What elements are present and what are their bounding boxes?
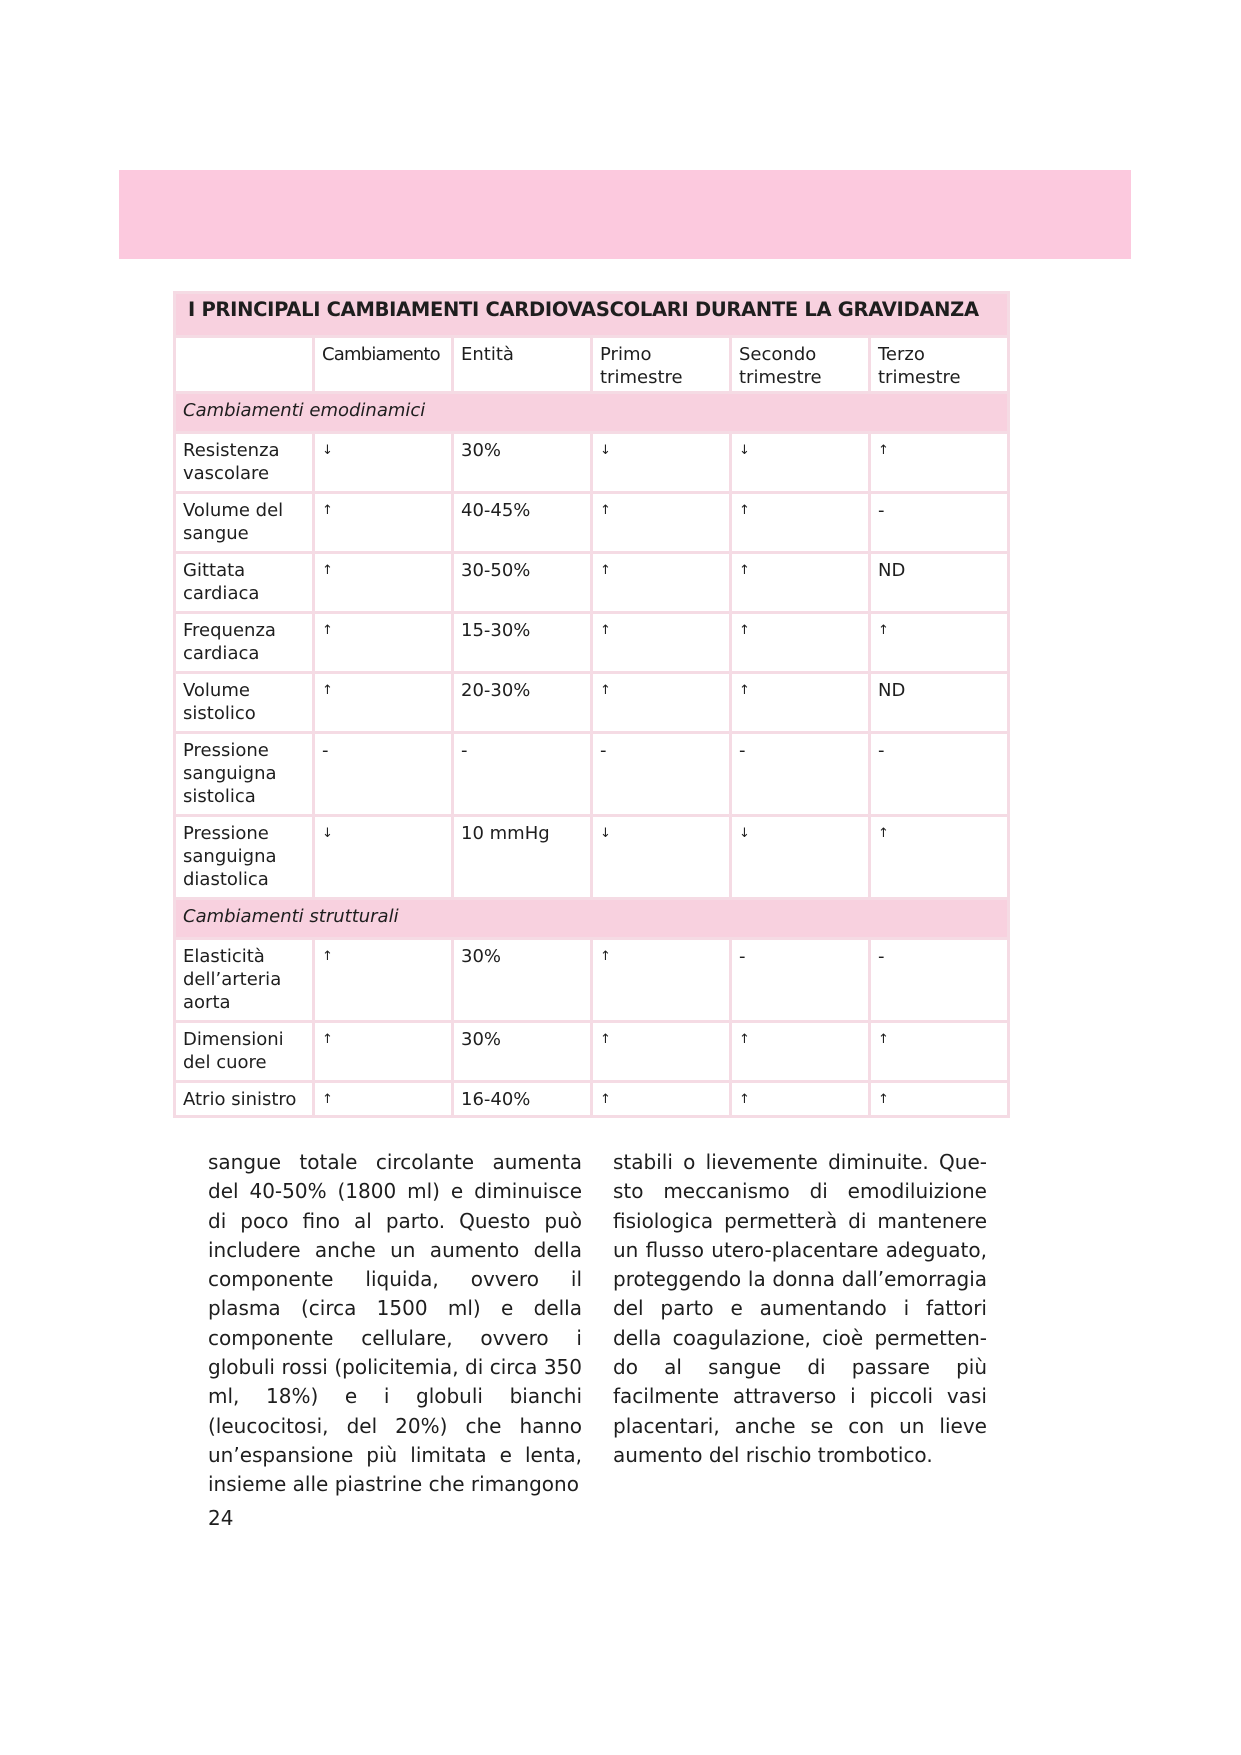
row-label: Pressione sanguigna sistolica	[175, 733, 314, 816]
cardiovascular-changes-table	[173, 291, 1010, 1118]
cell-entita: 10 mmHg	[453, 816, 592, 899]
cell-primo: ↓	[592, 816, 731, 899]
cell-cambiamento: ↑	[314, 1022, 453, 1082]
body-text-column-right: stabili o lievemente diminuite. Questo meccanismo di emodiluizione fisiologica permetterà di mantenere un flusso utero-placentare adeguato, proteggendo la donna dall’emorragia del parto e aumentando i fattori della coagulazione, cioè permettendo al sangue di passare più facilmente attraverso i piccoli vasi placentari, anche se con un lieve aumento del rischio trombotico.	[613, 1150, 987, 1467]
table-row	[175, 613, 1009, 673]
row-label: Volume del sangue	[175, 493, 314, 553]
cell-cambiamento: ↑	[314, 1082, 453, 1117]
cell-cambiamento: ↓	[314, 433, 453, 493]
cell-secondo: -	[731, 733, 870, 816]
row-label: Atrio sinistro	[175, 1082, 314, 1117]
cell-primo: ↓	[592, 433, 731, 493]
cell-cambiamento: -	[314, 733, 453, 816]
header-secondo-trimestre: Secondo trimestre	[731, 337, 870, 393]
cell-cambiamento: ↑	[314, 613, 453, 673]
cell-cambiamento: ↑	[314, 673, 453, 733]
page-number: 24	[208, 1506, 234, 1530]
row-label: Gittata cardiaca	[175, 553, 314, 613]
table-row	[175, 673, 1009, 733]
cell-primo: ↑	[592, 673, 731, 733]
header-entita: Entità	[453, 337, 592, 393]
cell-entita: 30%	[453, 939, 592, 1022]
cell-terzo: ND	[870, 553, 1009, 613]
cell-primo: ↑	[592, 939, 731, 1022]
cell-terzo: ND	[870, 673, 1009, 733]
section-emodinamici: Cambiamenti emodinamici	[175, 393, 1009, 433]
cell-cambiamento: ↑	[314, 939, 453, 1022]
cell-secondo: ↑	[731, 613, 870, 673]
cell-terzo: ↑	[870, 1022, 1009, 1082]
cell-cambiamento: ↑	[314, 493, 453, 553]
header-primo-trimestre: Primo trimestre	[592, 337, 731, 393]
cell-terzo: ↑	[870, 816, 1009, 899]
cell-entita: 30%	[453, 433, 592, 493]
header-terzo-trimestre: Terzo trimestre	[870, 337, 1009, 393]
cell-terzo: -	[870, 493, 1009, 553]
cell-entita: 16-40%	[453, 1082, 592, 1117]
cell-primo: ↑	[592, 1082, 731, 1117]
table-row	[175, 939, 1009, 1022]
row-label: Volume sistolico	[175, 673, 314, 733]
cell-secondo: ↑	[731, 673, 870, 733]
cell-entita: 30%	[453, 1022, 592, 1082]
cell-primo: ↑	[592, 493, 731, 553]
row-label: Dimensioni del cuore	[175, 1022, 314, 1082]
cell-secondo: ↓	[731, 433, 870, 493]
cell-primo: ↑	[592, 553, 731, 613]
table-row	[175, 493, 1009, 553]
table-title: I PRINCIPALI CAMBIAMENTI CARDIOVASCOLARI DURANTE LA GRAVIDANZA	[175, 293, 1009, 337]
cell-primo: ↑	[592, 613, 731, 673]
cell-terzo: -	[870, 939, 1009, 1022]
row-label: Pressione sanguigna diastolica	[175, 816, 314, 899]
cell-secondo: -	[731, 939, 870, 1022]
cell-secondo: ↑	[731, 1082, 870, 1117]
table-row	[175, 733, 1009, 816]
cell-entita: 15-30%	[453, 613, 592, 673]
cell-secondo: ↑	[731, 553, 870, 613]
cell-secondo: ↓	[731, 816, 870, 899]
cell-secondo: ↑	[731, 1022, 870, 1082]
cell-terzo: ↑	[870, 433, 1009, 493]
cell-terzo: ↑	[870, 613, 1009, 673]
cell-terzo: ↑	[870, 1082, 1009, 1117]
table-row	[175, 1022, 1009, 1082]
cell-cambiamento: ↑	[314, 553, 453, 613]
header-empty	[175, 337, 314, 393]
cell-entita: 40-45%	[453, 493, 592, 553]
row-label: Frequenza cardiaca	[175, 613, 314, 673]
body-text-column-left: sangue totale circolante aumenta del 40-50% (1800 ml) e diminuisce di poco fino al parto. Questo può includere anche un aumento della componente liquida, ovvero il plasma (circa 1500 ml) e della componente cellulare, ovvero i globuli rossi (policitemia, di circa 350 ml, 18%) e i globuli bianchi (leucocitosi, del 20%) che hanno un’espansione più limitata e lenta, insieme alle piastrine che rimangono	[208, 1150, 582, 1497]
table-row	[175, 816, 1009, 899]
cell-secondo: ↑	[731, 493, 870, 553]
table-row	[175, 1082, 1009, 1117]
table-row	[175, 553, 1009, 613]
cell-primo: ↑	[592, 1022, 731, 1082]
cell-terzo: -	[870, 733, 1009, 816]
cell-entita: 30-50%	[453, 553, 592, 613]
table-row	[175, 433, 1009, 493]
cell-cambiamento: ↓	[314, 816, 453, 899]
section-strutturali: Cambiamenti strutturali	[175, 899, 1009, 939]
header-band	[119, 170, 1131, 259]
row-label: Elasticità dell’arteria aorta	[175, 939, 314, 1022]
cell-entita: 20-30%	[453, 673, 592, 733]
cell-entita: -	[453, 733, 592, 816]
header-cambiamento: Cambiamento	[314, 337, 453, 393]
cell-primo: -	[592, 733, 731, 816]
row-label: Resistenza vascolare	[175, 433, 314, 493]
